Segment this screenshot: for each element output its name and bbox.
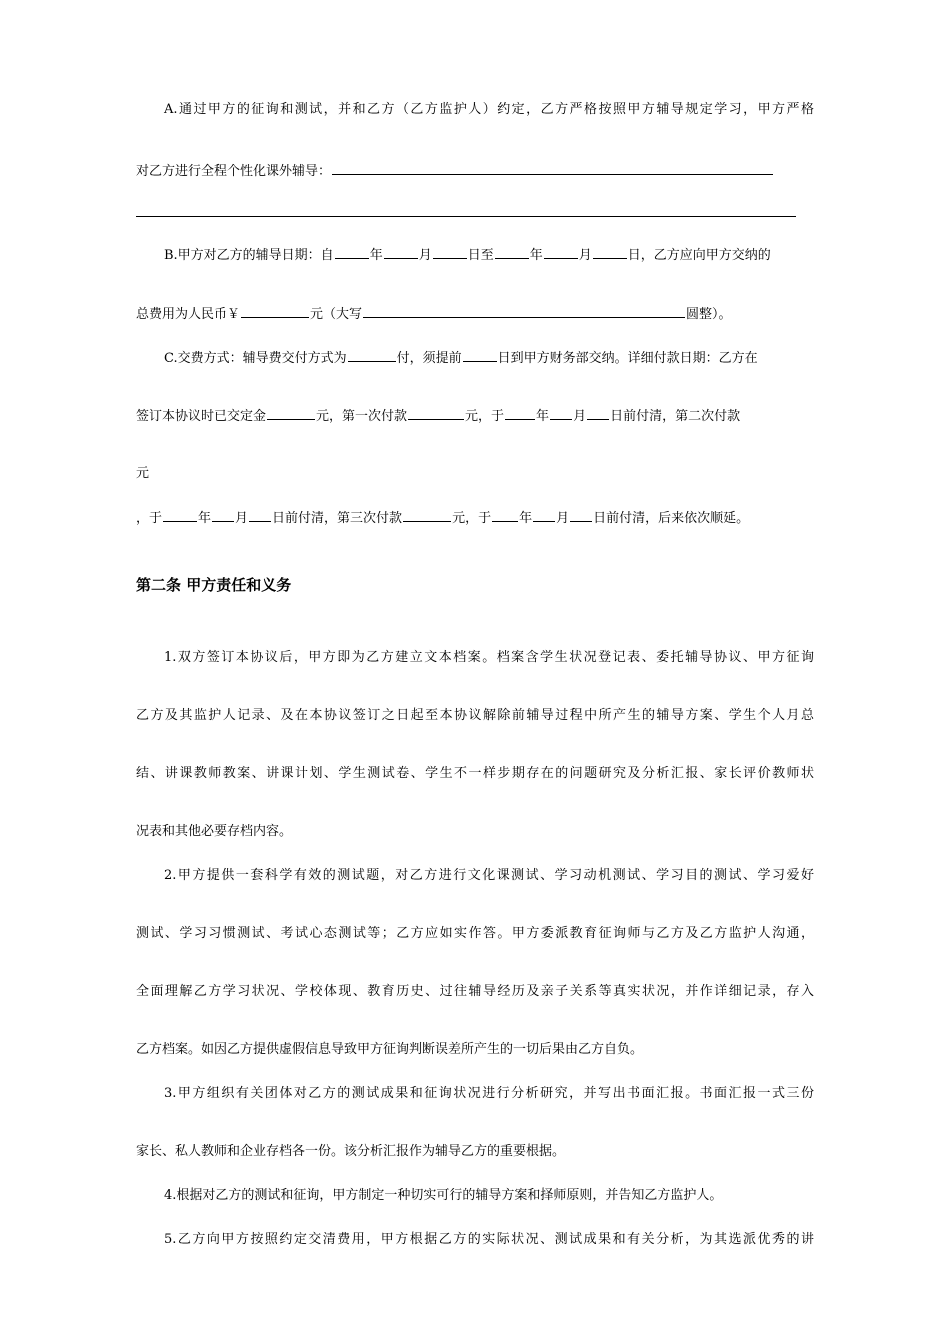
- month-label: 月: [556, 511, 570, 526]
- fee-label: 总费用为人民币￥: [136, 307, 241, 322]
- blank-second-year[interactable]: [163, 509, 197, 522]
- item-3-line-1: 3.甲方组织有关团体对乙方的测试成果和征询状况进行分析研究，并写出书面汇报。书面汇报一式三份: [164, 1086, 814, 1101]
- clause-c-line-2: [136, 407, 740, 426]
- fee-end-label: 圆整）。: [686, 307, 732, 322]
- month-label: 月: [573, 409, 587, 424]
- clause-c-text: 日前付清，第二次付款: [610, 409, 741, 424]
- blank-payment-method[interactable]: [348, 349, 396, 362]
- clause-b-text: ，乙方应向甲方交纳的: [640, 248, 771, 263]
- blank-third-month[interactable]: [533, 509, 555, 522]
- item-2-line-3: 全面理解乙方学习状况、学校体现、教育历史、过往辅导经历及亲子关系等真实状况，并作详细记录，存入: [136, 984, 814, 999]
- item-3-line-2: 家长、私人教师和企业存档各一份。该分析汇报作为辅导乙方的重要根据。: [136, 1144, 566, 1159]
- day-label: 日: [627, 248, 641, 263]
- blank-end-month[interactable]: [544, 246, 578, 259]
- year-label: 年: [369, 248, 383, 263]
- blank-advance-days[interactable]: [463, 349, 497, 362]
- item-5-line: 5.乙方向甲方按照约定交清费用，甲方根据乙方的实际状况、测试成果和有关分析，为其选派优秀的讲: [164, 1232, 814, 1247]
- blank-first-month[interactable]: [550, 407, 572, 420]
- blank-third-payment[interactable]: [403, 509, 451, 522]
- item-2-line-2: 测试、学习习惯测试、考试心态测试等；乙方应如实作答。甲方委派教育征询师与乙方及乙方监护人沟通，: [136, 926, 814, 941]
- year-label: 年: [198, 511, 212, 526]
- item-4-line: 4.根据对乙方的测试和征询，甲方制定一种切实可行的辅导方案和择师原则，并告知乙方监护人。: [164, 1188, 723, 1203]
- year-label: 年: [529, 248, 543, 263]
- month-label: 月: [418, 248, 432, 263]
- clause-c-text: C.交费方式：辅导费交付方式为: [164, 351, 347, 366]
- clause-a-line-2: [136, 162, 774, 181]
- blank-first-year[interactable]: [505, 407, 535, 420]
- item-2-line-1: 2.甲方提供一套科学有效的测试题，对乙方进行文化课测试、学习动机测试、学习目的测试、学习爱好: [164, 868, 814, 883]
- blank-fee-amount[interactable]: [241, 305, 309, 318]
- blank-second-month[interactable]: [212, 509, 234, 522]
- blank-first-payment[interactable]: [408, 407, 464, 420]
- clause-c-line-4: [136, 509, 749, 528]
- blank-third-year[interactable]: [492, 509, 518, 522]
- blank-start-day[interactable]: [433, 246, 467, 259]
- clause-c-text: ，于: [136, 511, 163, 526]
- clause-a-label: 对乙方进行全程个性化课外辅导：: [136, 164, 332, 179]
- clause-c-text: 日前付清，后来依次顺延。: [593, 511, 750, 526]
- blank-end-year[interactable]: [495, 246, 529, 259]
- clause-c-text: 元，第一次付款: [316, 409, 408, 424]
- month-label: 月: [578, 248, 592, 263]
- section-2-title: 第二条 甲方责任和义务: [136, 576, 292, 594]
- clause-b-text: B.甲方对乙方的辅导日期：自: [164, 248, 334, 263]
- item-1-line-3: 结、讲课教师教案、讲课计划、学生测试卷、学生不一样步期存在的问题研究及分析汇报、家长评价教师状: [136, 766, 814, 781]
- clause-c-text: 付，须提前: [396, 351, 462, 366]
- clause-b-line-2: [136, 305, 732, 324]
- year-label: 年: [519, 511, 533, 526]
- clause-c-line-3: 元: [136, 466, 150, 481]
- item-1-line-1: 1.双方签订本协议后，甲方即为乙方建立文本档案。档案含学生状况登记表、委托辅导协议、甲方征询: [164, 650, 814, 665]
- fee-uppercase-label: 元（大写: [310, 307, 363, 322]
- blank-start-month[interactable]: [384, 246, 418, 259]
- day-to-label: 日至: [467, 248, 494, 263]
- item-1-line-4: 况表和其他必要存档内容。: [136, 824, 293, 839]
- blank-start-year[interactable]: [335, 246, 369, 259]
- clause-c-text: 签订本协议时已交定金: [136, 409, 267, 424]
- item-2-line-4: 乙方档案。如因乙方提供虚假信息导致甲方征询判断误差所产生的一切后果由乙方自负。: [136, 1042, 644, 1057]
- blank-fee-uppercase[interactable]: [363, 305, 685, 318]
- clause-c-text: 元，于: [465, 409, 505, 424]
- clause-c-line-1: [164, 349, 758, 368]
- year-label: 年: [536, 409, 550, 424]
- blank-counseling-2[interactable]: [136, 216, 796, 217]
- blank-second-day[interactable]: [249, 509, 271, 522]
- blank-third-day[interactable]: [570, 509, 592, 522]
- month-label: 月: [235, 511, 249, 526]
- item-1-line-2: 乙方及其监护人记录、及在本协议签订之日起至本协议解除前辅导过程中所产生的辅导方案、学生个人月总: [136, 708, 814, 723]
- clause-c-text: 日到甲方财务部交纳。详细付款日期：乙方在: [497, 351, 758, 366]
- blank-counseling-1[interactable]: [332, 162, 773, 175]
- clause-b-line-1: [164, 246, 771, 265]
- clause-c-text: 元，于: [452, 511, 492, 526]
- blank-deposit[interactable]: [267, 407, 315, 420]
- clause-c-text: 日前付清，第三次付款: [272, 511, 403, 526]
- blank-end-day[interactable]: [593, 246, 627, 259]
- clause-a-line-1: A.通过甲方的征询和测试，并和乙方（乙方监护人）约定，乙方严格按照甲方辅导规定学习，甲方严格: [164, 102, 814, 117]
- blank-first-day[interactable]: [587, 407, 609, 420]
